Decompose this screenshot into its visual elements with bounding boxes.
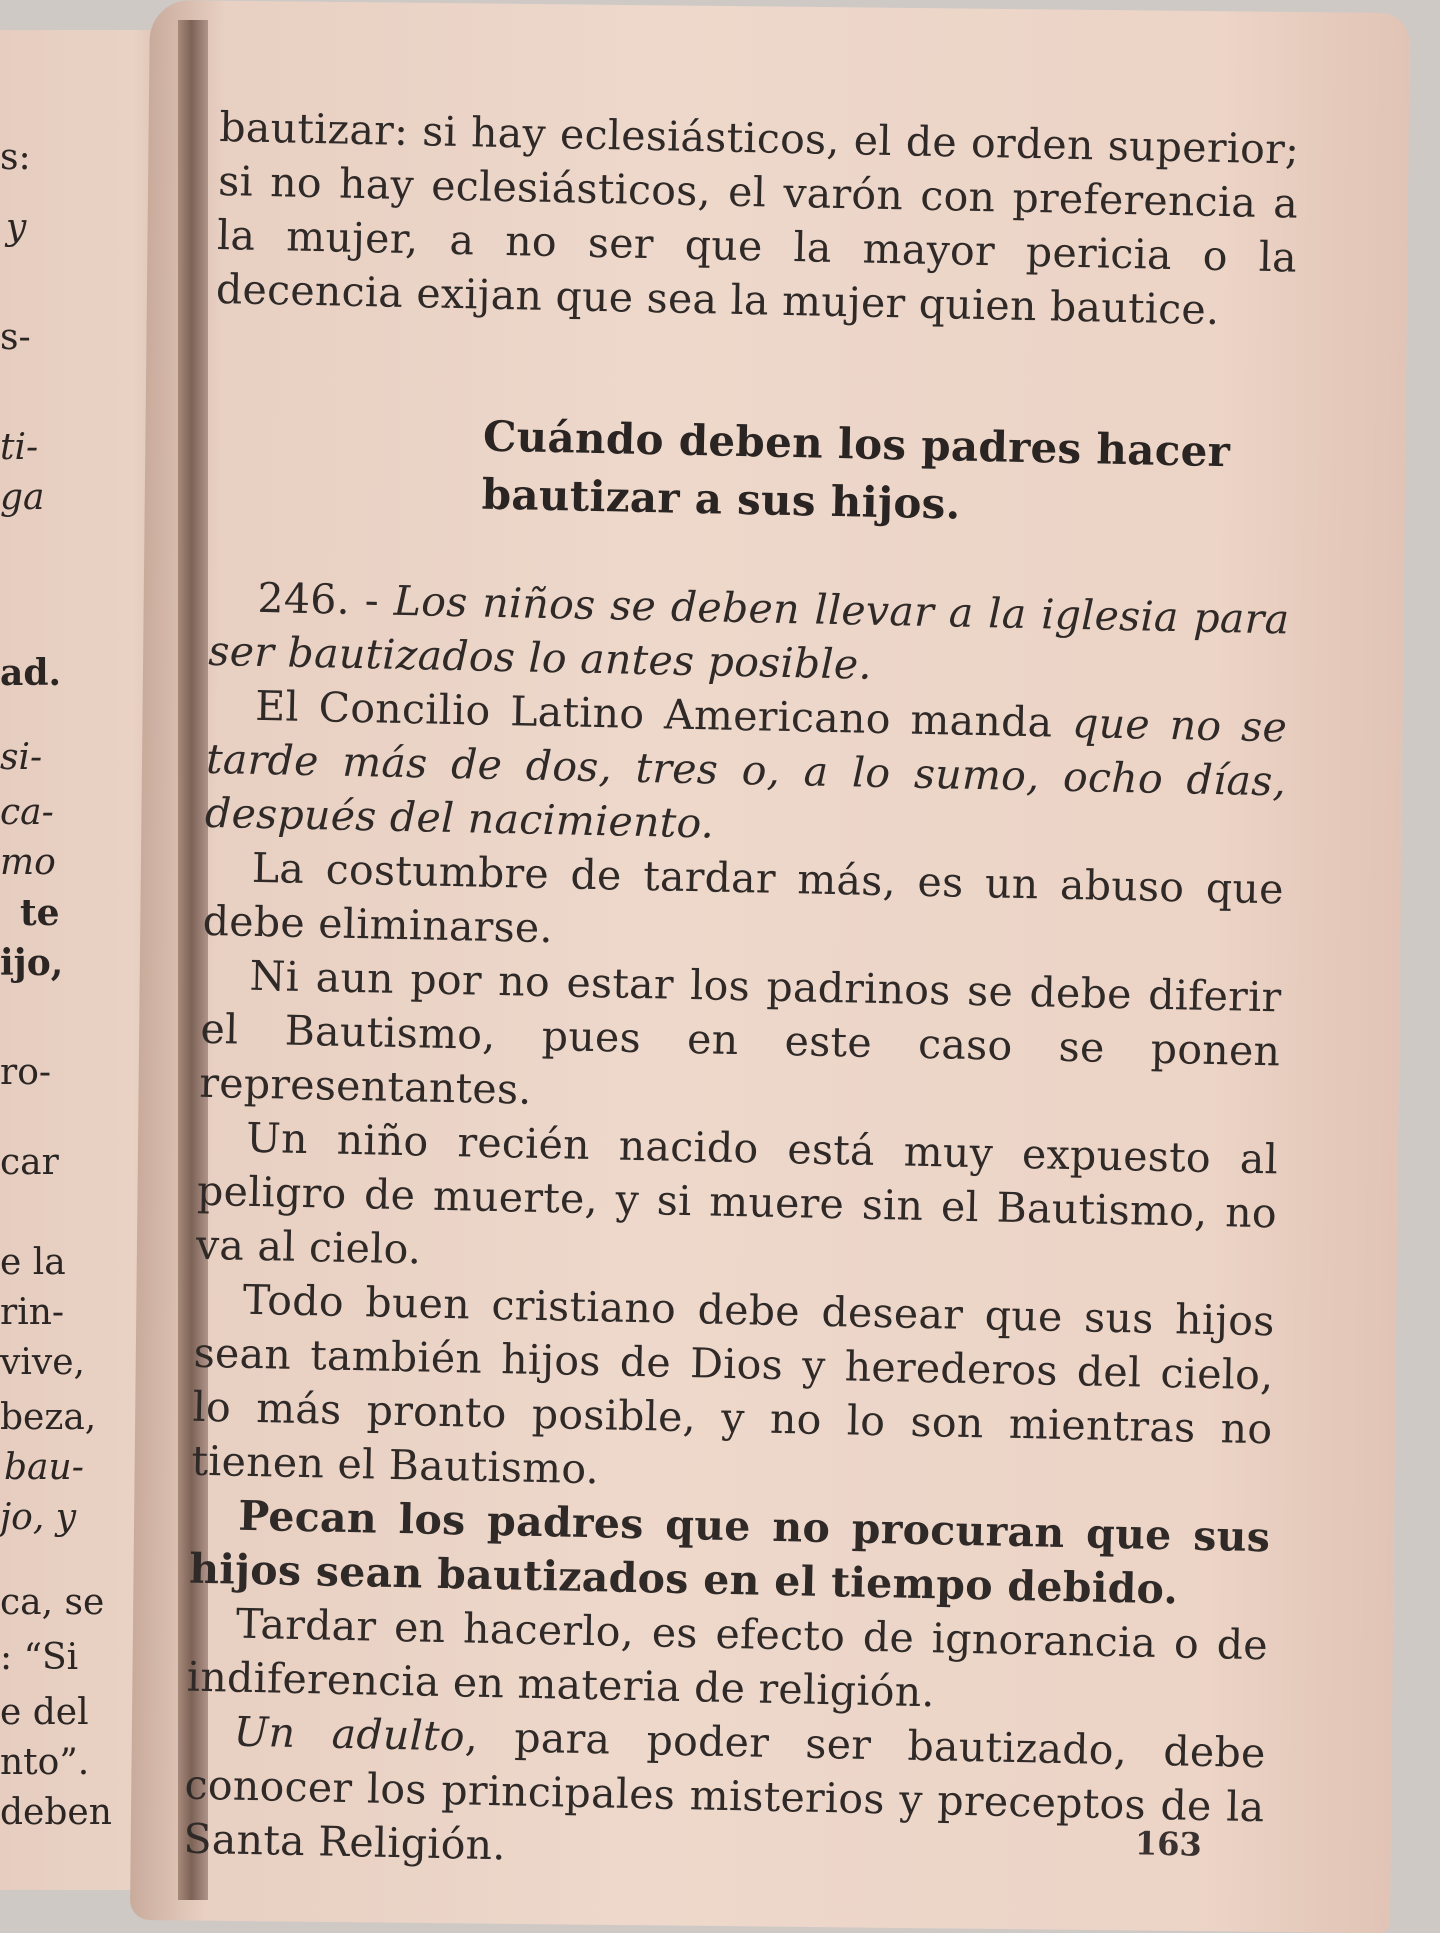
left-page-text — [0, 0, 150, 1920]
left-page-fragment: si- — [0, 737, 43, 778]
concilio-plain: El Concilio Latino Americano manda — [254, 681, 1053, 747]
left-page-fragment: mo — [0, 842, 56, 883]
paragraph-padrinos: Ni aun por no estar los padrinos se debe diferir el Bautismo, pues en este caso se ponen representantes. — [198, 951, 1282, 1114]
paragraph-nino: Un niño recién nacido está muy expuesto al peligro de muerte, y si muere sin el Bautismo, no va al cielo. — [195, 1113, 1279, 1274]
left-page-fragment: jo, y — [0, 1497, 77, 1538]
adulto-italic: Un adulto — [233, 1707, 466, 1761]
paragraph-pecan: Pecan los padres que no procuran que sus hijos sean bautizados en el tiempo debido. — [188, 1491, 1271, 1614]
concilio-italic: que no se tarde más de dos, tres o, a lo sumo, ocho días, después del nacimiento. — [204, 698, 1288, 848]
left-page-fragment: : “Si — [0, 1637, 79, 1678]
left-page-fragment: deben — [0, 1792, 112, 1833]
left-page-fragment: e la — [0, 1242, 66, 1283]
left-page-fragment: te — [20, 892, 60, 934]
left-page-fragment: ro- — [0, 1052, 52, 1093]
left-page-fragment: y — [6, 207, 27, 248]
left-page-fragment: ti- — [0, 427, 39, 468]
paragraph-246-text: Los niños se deben llevar a la iglesia para ser bautizados lo antes posible. — [207, 576, 1290, 689]
intro-paragraph: bautizar: si hay eclesiásticos, el de orden superior; si no hay eclesiásticos, el varón con preferencia a la mujer, a no ser que la mayor pericia o la decencia exijan que sea la mujer quien bautice. — [215, 102, 1300, 334]
left-page-fragment: s: — [0, 137, 31, 178]
left-page-fragment: ga — [0, 477, 45, 518]
paragraph-number: 246. - — [257, 573, 380, 625]
adulto-rest: , para poder ser bautizado, debe conocer los principales misterios y preceptos de la Santa Religión. — [183, 1712, 1267, 1870]
page-number: 163 — [1134, 1824, 1203, 1864]
left-page-fragment: car — [0, 1142, 59, 1183]
section-heading: Cuándo deben los padres hacer bautizar a sus hijos. — [481, 411, 1231, 529]
left-page-fragment: vive, — [0, 1342, 85, 1383]
left-page-fragment: bau- — [4, 1447, 84, 1488]
paragraph-tardar: Tardar en hacerlo, es efecto de ignorancia o de indiferencia en materia de religión. — [186, 1599, 1269, 1717]
paragraph-cristiano: Todo buen cristiano debe desear que sus hijos sean también hijos de Dios y herederos del cielo, lo más pronto posible, y no lo son mientras no tienen el Bautismo. — [190, 1275, 1276, 1494]
left-page-fragment: ca- — [0, 792, 54, 833]
left-page-fragment: ca, se — [0, 1582, 105, 1623]
paragraph-adulto — [183, 1704, 1266, 1889]
left-page-fragment: e del — [0, 1692, 89, 1733]
left-page-fragment: ad. — [0, 652, 62, 694]
right-page-text — [183, 100, 1300, 1888]
left-page-fragment: rin- — [0, 1292, 65, 1333]
paragraph-costumbre: La costumbre de tardar más, es un abuso que debe eliminarse. — [202, 843, 1285, 953]
paragraph-concilio — [205, 678, 1288, 863]
left-page-fragment: ijo, — [0, 942, 64, 984]
left-page-fragment: beza, — [0, 1397, 97, 1438]
left-page-fragment: s- — [0, 317, 31, 358]
left-page-fragment: nto”. — [0, 1742, 90, 1783]
